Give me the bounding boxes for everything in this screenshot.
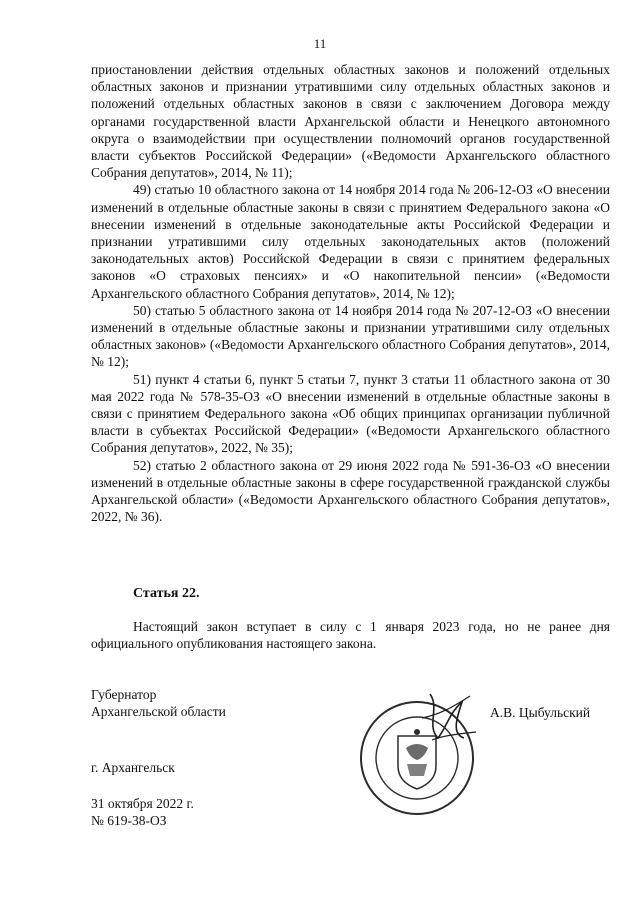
official-seal-icon: [352, 688, 482, 818]
signatory-title-line2: Архангельской области: [91, 704, 226, 720]
article-text: Настоящий закон вступает в силу с 1 января 2023 года, но не ранее дня официального опубликования настоящего закона.: [91, 619, 610, 652]
law-date: 31 октября 2022 г.: [91, 796, 194, 811]
signatory-title-line1: Губернатор: [91, 687, 157, 702]
signatory-name: А.В. Цыбульский: [490, 705, 591, 720]
page-number: 11: [313, 36, 327, 51]
paragraph-continuation: приостановлении действия отдельных областных законов и положений отдельных областных законов и признании утратившими силу отдельных областных законов и положений отдельных областных законов в связи с заключением Договора между органами государственной власти Архангельской области и Ненецкого автономного округа о взаимодействии при осуществлении полномочий органов государственной власти субъектов Российской Федерации» («Ведомости Архангельского областного Собрания депутатов», 2014, № 11);: [91, 62, 610, 181]
article-title: Статья 22.: [133, 586, 200, 601]
signatory-title: [91, 686, 226, 720]
paragraph-item-49: 49) статью 10 областного закона от 14 ноября 2014 года № 206-12-ОЗ «О внесении изменений в отдельные областные законы в связи с принятием Федерального закона «О внесении изменений в отдельные законодательные акты Российской Федерации и признании утратившими силу отдельных законодательных актов (положений законодательных актов) Российской Федерации в связи с принятием федеральных законов «О страховых пенсиях» и «О накопительной пенсии» («Ведомости Архангельского областного Собрания депутатов», 2014, № 12);: [91, 182, 610, 301]
law-text: [91, 61, 610, 525]
paragraph-item-51: 51) пункт 4 статьи 6, пункт 5 статьи 7, пункт 3 статьи 11 областного закона от 30 мая 2022 года № 578-35-ОЗ «О внесении изменений в отдельные областные законы в связи с принятием Федерального закона «Об общих принципах организации публичной власти в субъектах Российской Федерации» («Ведомости Архангельского областного Собрания депутатов», 2022, № 35);: [91, 371, 610, 456]
paragraph-item-52: 52) статью 2 областного закона от 29 июня 2022 года № 591-36-ОЗ «О внесении изменений в отдельные областные законы в сфере государственной гражданской службы Архангельской области» («Ведомости Архангельского областного Собрания депутатов», 2022, № 36).: [91, 457, 610, 525]
city: г. Архангельск: [91, 760, 175, 775]
law-number: № 619-38-ОЗ: [91, 813, 167, 829]
article-body: [91, 618, 610, 652]
law-date-number: [91, 795, 194, 829]
paragraph-item-50: 50) статью 5 областного закона от 14 ноября 2014 года № 207-12-ОЗ «О внесении изменений в отдельные областные законы и признании утратившими силу отдельных областных законов» («Ведомости Архангельского областного Собрания депутатов», 2014, № 12);: [91, 302, 610, 370]
